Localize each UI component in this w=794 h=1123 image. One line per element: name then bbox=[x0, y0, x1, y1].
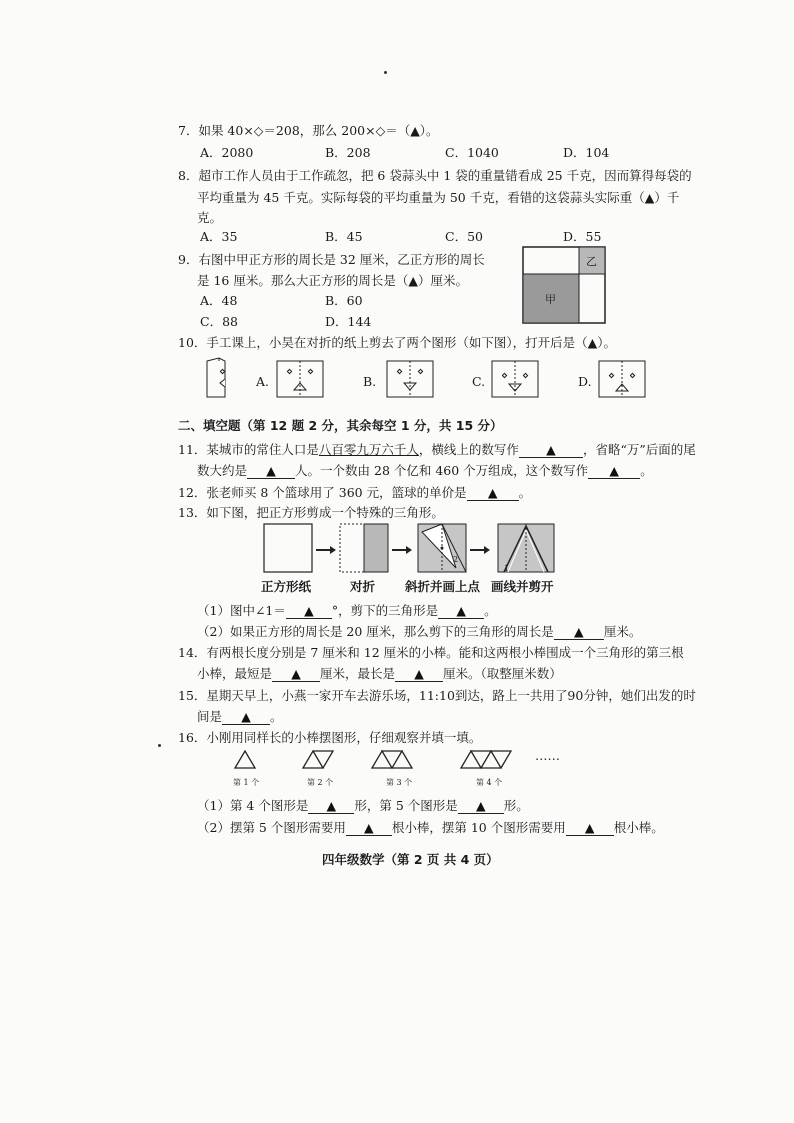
q10-stem: 10．手工课上，小昊在对折的纸上剪去了两个图形（如下图），打开后是（▲）。 bbox=[178, 335, 617, 350]
q8-option-b: B．45 bbox=[325, 229, 363, 244]
q11-blank-1[interactable]: ▲ bbox=[519, 443, 583, 458]
q11-line1: 11．某城市的常住人口是八百零九万六千人，横线上的数写作 ▲ ，省略“万”后面的尾 bbox=[178, 442, 696, 457]
q13-caption-diagonal: 斜折并画上点 bbox=[405, 579, 481, 594]
q9-option-b: B．60 bbox=[325, 293, 363, 308]
q8-line3: 克。 bbox=[197, 210, 223, 225]
q16-sub2: （2）摆第 5 个图形需要用 ▲ 根小棒，摆第 10 个图形需要用 ▲ 根小棒。 bbox=[197, 820, 664, 835]
q13-angle-label-1: 1 bbox=[504, 564, 510, 573]
q11-underlined-number: 八百零九万六千人 bbox=[318, 442, 419, 457]
q13-blank-angle[interactable]: ▲ bbox=[286, 604, 332, 619]
q13-angle-label-2: 2 bbox=[453, 555, 459, 564]
q10-option-d: D. bbox=[578, 374, 592, 389]
q9-label-jia: 甲 bbox=[545, 293, 556, 306]
q16-label-1: 第 1 个 bbox=[233, 778, 260, 787]
q12-line: 12．张老师买 8 个篮球用了 360 元，篮球的单价是 ▲ 。 bbox=[178, 485, 532, 500]
q16-stick-pattern bbox=[225, 748, 525, 772]
q8-option-a: A．35 bbox=[200, 229, 238, 244]
q7-stem: 7．如果 40×◇＝208，那么 200×◇＝（▲）。 bbox=[178, 123, 439, 138]
q10-option-a: A. bbox=[256, 374, 270, 389]
q7-option-c: C．1040 bbox=[445, 145, 499, 160]
q14-line1: 14．有两根长度分别是 7 厘米和 12 厘米的小棒。能和这两根小棒围成一个三角形的第三根 bbox=[178, 645, 684, 660]
q13-caption-square: 正方形纸 bbox=[261, 579, 312, 594]
q16-label-4: 第 4 个 bbox=[476, 778, 503, 787]
q10-option-b: B. bbox=[363, 374, 377, 389]
q15-line2: 间是 ▲ 。 bbox=[197, 709, 283, 724]
q7-option-d: D．104 bbox=[563, 145, 610, 160]
q7-option-b: B．208 bbox=[325, 145, 371, 160]
q12-blank[interactable]: ▲ bbox=[467, 486, 519, 501]
q13-blank-triangle-type[interactable]: ▲ bbox=[438, 604, 484, 619]
q11-line2: 数大约是 ▲ 人。一个数由 28 个亿和 460 个万组成，这个数写作 ▲ 。 bbox=[197, 463, 653, 478]
q14-line2: 小棒，最短是 ▲ 厘米，最长是 ▲ 厘米。（取整厘米数） bbox=[197, 666, 562, 681]
q10-figure-d bbox=[598, 360, 646, 398]
q9-option-c: C．88 bbox=[200, 314, 238, 329]
q14-blank-longest[interactable]: ▲ bbox=[395, 667, 443, 682]
q8-line2: 平均重量为 45 千克。实际每袋的平均重量为 50 千克，看错的这袋蒜头实际重（▲）千 bbox=[197, 190, 680, 205]
q13-sub1: （1）图中∠1＝ ▲ °，剪下的三角形是 ▲ 。 bbox=[197, 603, 497, 618]
q9-option-a: A．48 bbox=[200, 293, 238, 308]
q16-blank-sticks-5[interactable]: ▲ bbox=[346, 821, 392, 836]
q10-figure-c bbox=[491, 360, 539, 398]
q9-label-yi: 乙 bbox=[586, 255, 597, 268]
q10-figure-a bbox=[276, 360, 324, 398]
q13-stem: 13．如下图，把正方形剪成一个特殊的三角形。 bbox=[178, 505, 444, 520]
q16-blank-fig5[interactable]: ▲ bbox=[458, 799, 504, 814]
q15-line1: 15．星期天早上，小燕一家开车去游乐场，11:10到达，路上一共用了90分钟，她们出发的时 bbox=[178, 688, 696, 703]
q15-blank-time[interactable]: ▲ bbox=[222, 710, 270, 725]
q9-line2: 是 16 厘米。那么大正方形的周长是（▲）厘米。 bbox=[197, 273, 468, 288]
q16-sub1: （1）第 4 个图形是 ▲ 形，第 5 个图形是 ▲ 形。 bbox=[197, 798, 529, 813]
q9-option-d: D．144 bbox=[325, 314, 372, 329]
q16-ellipsis: …… bbox=[535, 748, 560, 763]
q8-option-c: C．50 bbox=[445, 229, 483, 244]
page-footer: 四年级数学（第 2 页 共 4 页） bbox=[322, 852, 499, 867]
q16-blank-fig4[interactable]: ▲ bbox=[308, 799, 354, 814]
q13-blank-perimeter[interactable]: ▲ bbox=[554, 625, 604, 640]
q10-folded-paper bbox=[205, 357, 229, 399]
q10-option-c: C. bbox=[472, 374, 486, 389]
q9-line1: 9．右图中甲正方形的周长是 32 厘米，乙正方形的周长 bbox=[178, 252, 485, 267]
section-2-title: 二、填空题（第 12 题 2 分，其余每空 1 分，共 15 分） bbox=[178, 418, 503, 433]
q14-blank-shortest[interactable]: ▲ bbox=[272, 667, 320, 682]
q11-blank-3[interactable]: ▲ bbox=[588, 464, 640, 479]
q10-figure-b bbox=[386, 360, 434, 398]
q13-caption-fold: 对折 bbox=[350, 579, 376, 594]
q8-line1: 8．超市工作人员由于工作疏忽，把 6 袋蒜头中 1 袋的重量错看成 25 千克，因而算得每袋的 bbox=[178, 168, 692, 183]
q16-stem: 16．小刚用同样长的小棒摆图形，仔细观察并填一填。 bbox=[178, 730, 482, 745]
q13-sub2: （2）如果正方形的周长是 20 厘米，那么剪下的三角形的周长是 ▲ 厘米。 bbox=[197, 624, 642, 639]
q13-caption-cut: 画线并剪开 bbox=[491, 579, 554, 594]
q16-label-2: 第 2 个 bbox=[307, 778, 334, 787]
q16-blank-sticks-10[interactable]: ▲ bbox=[566, 821, 614, 836]
q13-folding-diagram bbox=[260, 520, 560, 580]
q16-label-3: 第 3 个 bbox=[386, 778, 413, 787]
q11-blank-2[interactable]: ▲ bbox=[247, 464, 295, 479]
q7-option-a: A．2080 bbox=[200, 145, 254, 160]
q8-option-d: D．55 bbox=[563, 229, 602, 244]
